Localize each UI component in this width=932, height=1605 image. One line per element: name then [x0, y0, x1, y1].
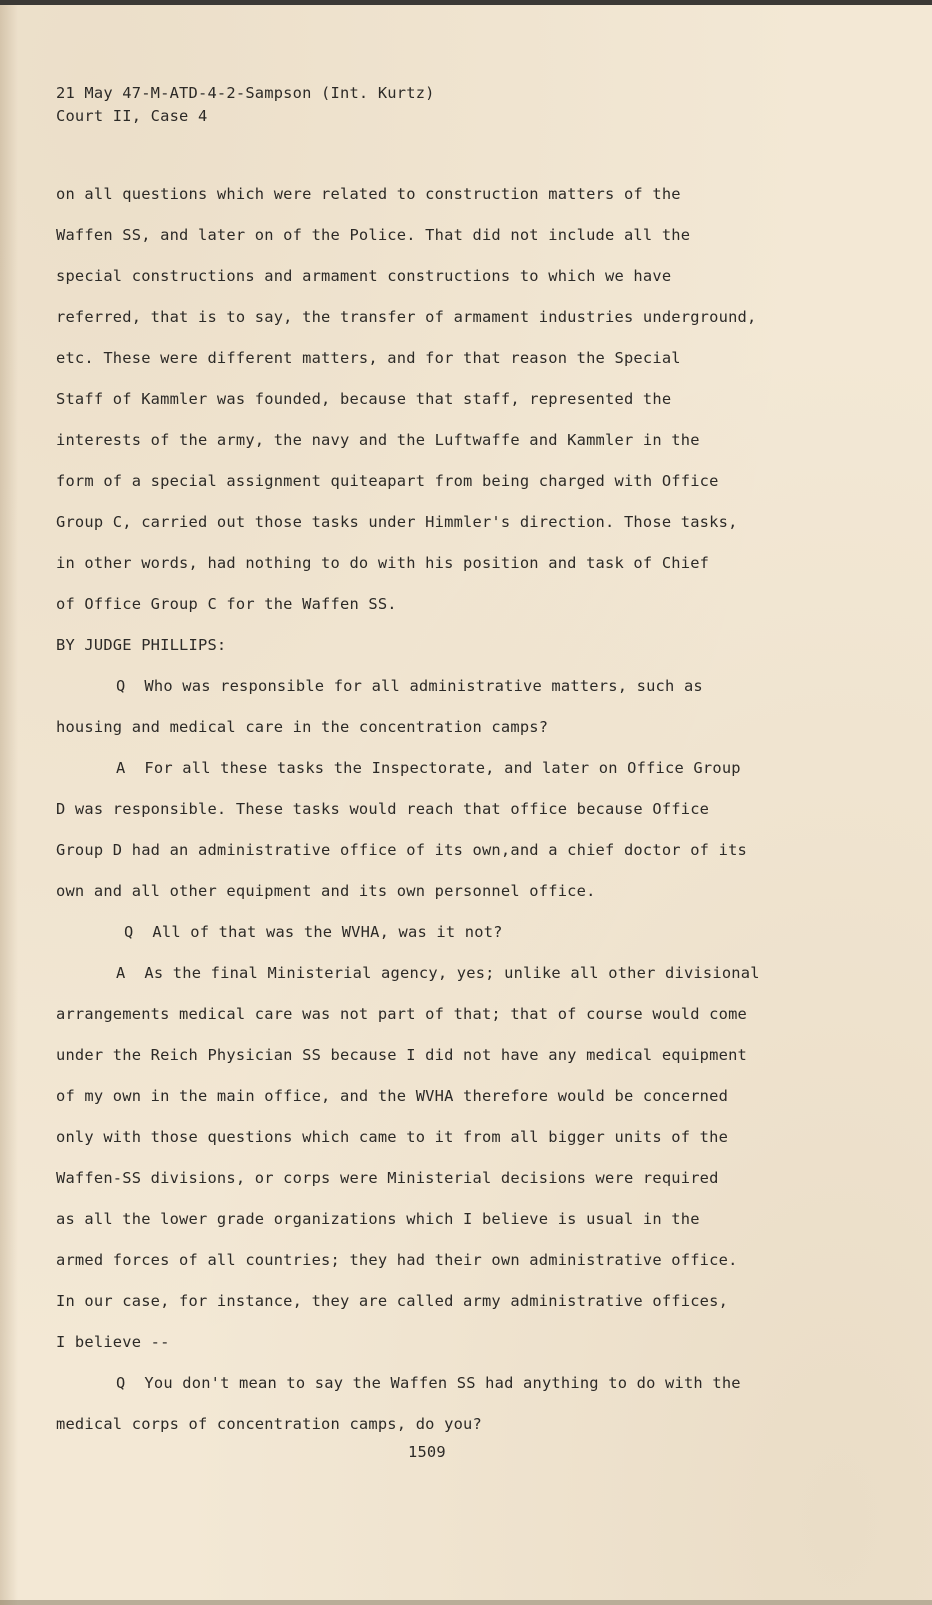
- body-line: of my own in the main office, and the WVHA therefore would be concerned: [56, 1087, 729, 1105]
- answer-line: A As the final Ministerial agency, yes; unlike all other divisional: [116, 964, 760, 982]
- question-line: Q Who was responsible for all administrative matters, such as: [116, 677, 703, 695]
- body-line: interests of the army, the navy and the Luftwaffe and Kammler in the: [56, 431, 700, 449]
- body-line: I believe --: [56, 1333, 170, 1351]
- body-line: Group D had an administrative office of its own,and a chief doctor of its: [56, 841, 748, 859]
- page-number: 1509: [408, 1443, 446, 1461]
- body-line: only with those questions which came to it from all bigger units of the: [56, 1128, 729, 1146]
- body-line: Waffen SS, and later on of the Police. That did not include all the: [56, 226, 691, 244]
- body-line: medical corps of concentration camps, do you?: [56, 1415, 482, 1433]
- body-line: under the Reich Physician SS because I did not have any medical equipment: [56, 1046, 748, 1064]
- body-line: special constructions and armament constructions to which we have: [56, 267, 672, 285]
- header-line-2: Court II, Case 4: [56, 107, 208, 125]
- answer-line: A For all these tasks the Inspectorate, and later on Office Group: [116, 759, 741, 777]
- body-line: Waffen-SS divisions, or corps were Ministerial decisions were required: [56, 1169, 719, 1187]
- body-line: arrangements medical care was not part of that; that of course would come: [56, 1005, 748, 1023]
- body-line: Group C, carried out those tasks under Himmler's direction. Those tasks,: [56, 513, 738, 531]
- body-line: own and all other equipment and its own personnel office.: [56, 882, 596, 900]
- question-line: Q All of that was the WVHA, was it not?: [124, 923, 503, 941]
- body-line: In our case, for instance, they are called army administrative offices,: [56, 1292, 729, 1310]
- body-line: housing and medical care in the concentration camps?: [56, 718, 549, 736]
- transcript-text: [0, 5, 932, 1605]
- body-line: etc. These were different matters, and for that reason the Special: [56, 349, 681, 367]
- body-line: armed forces of all countries; they had their own administrative office.: [56, 1251, 738, 1269]
- body-line: form of a special assignment quiteapart from being charged with Office: [56, 472, 719, 490]
- body-line: in other words, had nothing to do with his position and task of Chief: [56, 554, 710, 572]
- header-line-1: 21 May 47-M-ATD-4-2-Sampson (Int. Kurtz): [56, 84, 435, 102]
- body-line: referred, that is to say, the transfer of armament industries underground,: [56, 308, 757, 326]
- body-line: on all questions which were related to construction matters of the: [56, 185, 681, 203]
- speaker-heading: BY JUDGE PHILLIPS:: [56, 636, 227, 654]
- body-line: D was responsible. These tasks would reach that office because Office: [56, 800, 710, 818]
- body-line: of Office Group C for the Waffen SS.: [56, 595, 397, 613]
- body-line: as all the lower grade organizations which I believe is usual in the: [56, 1210, 700, 1228]
- body-line: Staff of Kammler was founded, because that staff, represented the: [56, 390, 672, 408]
- question-line: Q You don't mean to say the Waffen SS had anything to do with the: [116, 1374, 741, 1392]
